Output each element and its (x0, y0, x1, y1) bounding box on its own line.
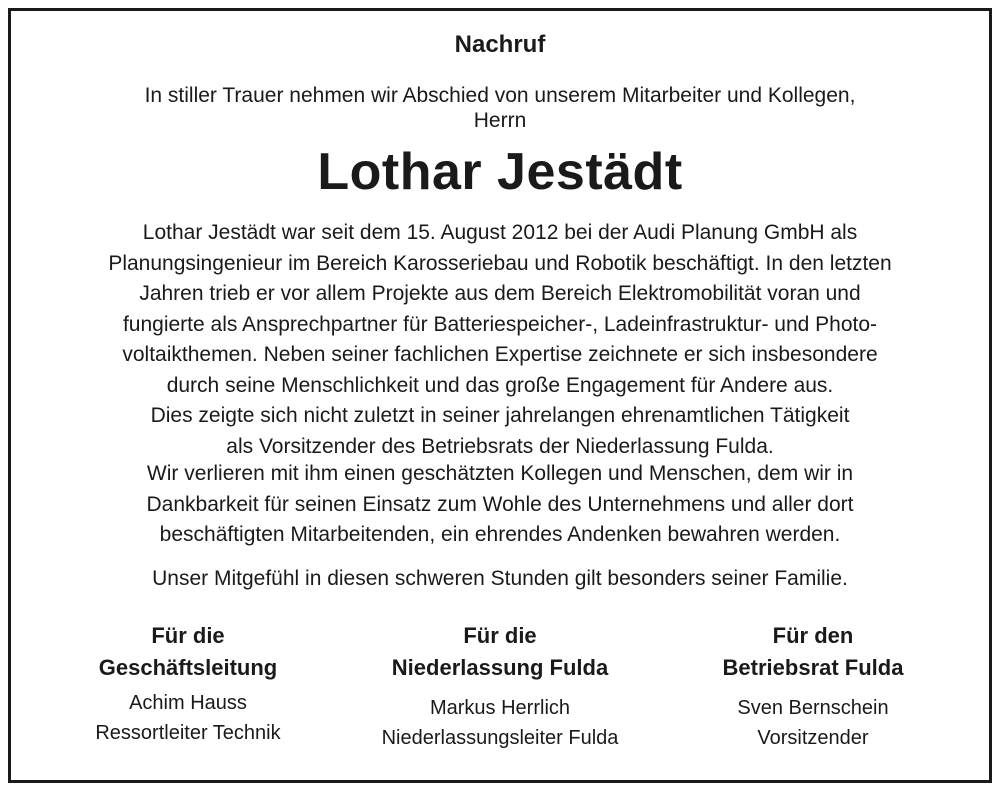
intro-line: In stiller Trauer nehmen wir Abschied von unserem Mitarbeiter und Kollegen, (144, 84, 856, 107)
signatory-name: Achim Hauss (129, 692, 247, 714)
text-line: Unser Mitgefühl in diesen schweren Stunden gilt besonders seiner Familie. (152, 567, 848, 590)
signatory-heading (663, 620, 963, 684)
deceased-name: Lothar Jestädt (317, 143, 683, 201)
signatory-heading-line: Geschäftsleitung (98, 655, 278, 680)
intro-text (0, 83, 1000, 133)
signatory-details (350, 693, 650, 753)
signatory-heading-line: Niederlassung Fulda (391, 655, 609, 680)
signatory-works-council (663, 620, 963, 753)
signatory-details (663, 693, 963, 753)
text-line: Dies zeigte sich nicht zuletzt in seiner jahrelangen ehrenamtlichen Tätigkeit (150, 404, 850, 427)
signatory-role: Niederlassungsleiter Fulda (381, 727, 619, 749)
text-line: Dankbarkeit für seinen Einsatz zum Wohle des Unternehmens und aller dort (146, 492, 854, 516)
signatory-heading (38, 620, 338, 684)
signatory-heading-line: Für den (772, 623, 854, 648)
signatory-heading-line: Für die (463, 623, 537, 648)
signatory-heading-line: Betriebsrat Fulda (722, 655, 904, 680)
signatory-heading-line: Für die (151, 623, 225, 648)
text-line: Jahren trieb er vor allem Projekte aus dem Bereich Elektromobilität voran und (139, 282, 861, 305)
biography-paragraph (40, 218, 960, 462)
notice-heading: Nachruf (454, 31, 546, 58)
text-line: Wir verlieren mit ihm einen geschätzten Kollegen und Menschen, dem wir in (146, 462, 854, 485)
signatory-name: Sven Bernschein (737, 697, 889, 719)
signatory-management (38, 620, 338, 748)
signatory-name: Markus Herrlich (429, 697, 571, 719)
text-line: voltaikthemen. Neben seiner fachlichen Expertise zeichnete er sich insbesondere (122, 343, 878, 366)
intro-salutation: Herrn (473, 109, 527, 132)
signatories (0, 620, 1000, 760)
text-line: durch seine Menschlichkeit und das große Engagement für Andere aus. (166, 373, 834, 397)
text-line: Planungsingenieur im Bereich Karosseriebau und Robotik beschäftigt. In den letzten (108, 251, 892, 275)
tribute-paragraph (40, 459, 960, 551)
text-line: beschäftigten Mitarbeitenden, ein ehrendes Andenken bewahren werden. (159, 523, 841, 546)
signatory-role: Vorsitzender (757, 727, 869, 749)
text-line: als Vorsitzender des Betriebsrats der Niederlassung Fulda. (226, 434, 774, 458)
signatory-role: Ressortleiter Technik (95, 722, 281, 744)
text-line: Lothar Jestädt war seit dem 15. August 2012 bei der Audi Planung GmbH als (142, 221, 858, 244)
text-line: fungierte als Ansprechpartner für Batteriespeicher-, Ladeinfrastruktur- und Photo- (122, 312, 878, 336)
signatory-details (38, 688, 338, 748)
signatory-heading (350, 620, 650, 684)
condolence-paragraph (40, 564, 960, 595)
signatory-branch (350, 620, 650, 753)
